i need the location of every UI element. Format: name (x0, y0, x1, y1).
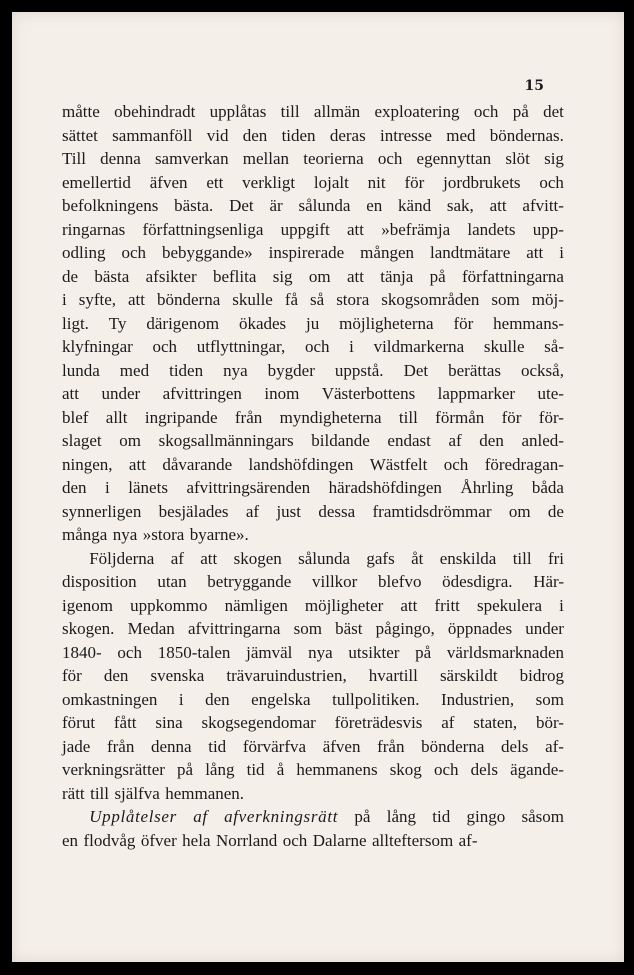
word: afvittringen (162, 384, 242, 403)
word: teorierna (303, 149, 364, 168)
word: Industrien, (440, 689, 515, 709)
word: vildmarkerna (373, 337, 465, 356)
word: ett (206, 172, 224, 192)
word: ningen, (62, 454, 113, 474)
word: upplåtas (209, 102, 267, 121)
word: ödesdigra. (442, 572, 513, 591)
word: den (62, 478, 87, 497)
word: igenom (62, 595, 113, 615)
word: hemmanen. (165, 783, 245, 803)
word: Ty (108, 313, 127, 333)
word: lång (386, 807, 416, 826)
word: Medan (127, 619, 175, 638)
word: stora (336, 290, 370, 309)
text-line (62, 782, 564, 806)
word: båda (531, 478, 564, 497)
text-line (62, 124, 564, 148)
word: nit (367, 172, 386, 192)
word: den (103, 666, 129, 685)
text-line (62, 523, 564, 547)
word: jordbrukets (443, 172, 521, 192)
word: sättet (62, 125, 98, 145)
word: att (128, 454, 146, 474)
word: ute- (537, 384, 564, 403)
word: möj- (531, 290, 564, 309)
word: landets (467, 219, 516, 239)
text-line (62, 547, 564, 571)
book-page (12, 12, 624, 962)
word: endast (387, 431, 431, 450)
word: klyfningar (62, 337, 133, 356)
word: åt (411, 548, 424, 568)
word: därigenom (146, 313, 220, 333)
word: i (62, 290, 67, 309)
word: på (415, 642, 432, 662)
word: sina (155, 713, 183, 732)
word: vid (206, 125, 229, 145)
text-line (62, 241, 564, 265)
word: till (280, 102, 300, 121)
word: tid (208, 736, 227, 756)
word: få (284, 290, 299, 309)
word: utsikter (348, 642, 400, 662)
word: själfva (114, 783, 160, 803)
word: hemmans- (493, 313, 564, 333)
word: af (448, 431, 462, 450)
word: enskilda (439, 548, 497, 568)
word: äfven (149, 172, 188, 192)
word: af- (545, 736, 564, 756)
word: och (443, 454, 469, 474)
text-line (62, 100, 564, 124)
word: gingo (466, 807, 506, 826)
word: lång (205, 760, 235, 779)
word: skogen (233, 548, 282, 568)
word: från (234, 407, 263, 427)
text-line (62, 218, 564, 242)
word: pågingo, (375, 619, 435, 638)
text-line (62, 171, 564, 195)
text-line (62, 406, 564, 430)
word: den (242, 125, 268, 145)
word: också, (521, 360, 564, 380)
word: mellan (242, 149, 290, 168)
word: dels (470, 760, 498, 779)
text-line (62, 312, 564, 336)
word: skogsegendomar (201, 713, 316, 732)
word: befolkningens (62, 196, 159, 215)
word: författningsenliga (142, 219, 264, 239)
word: Upplåtelser (89, 807, 177, 826)
word: Till (62, 149, 86, 168)
word: med (119, 360, 150, 380)
word: Västerbottens (321, 384, 416, 403)
text-line (62, 453, 564, 477)
body-text (62, 100, 564, 852)
word: som (491, 290, 520, 309)
word: mången (360, 243, 414, 262)
text-line (62, 664, 564, 688)
word: äfven (322, 736, 361, 756)
text-line (62, 711, 564, 735)
word: för (501, 407, 522, 427)
word: skogsområden (381, 290, 480, 309)
text-line (62, 570, 564, 594)
word: och (304, 337, 330, 356)
word: möjligheterna (339, 313, 434, 333)
word: bör- (535, 713, 564, 732)
word: bebyggande» (162, 243, 253, 262)
word: beflita (212, 266, 257, 286)
text-line (62, 382, 564, 406)
word: uppstå. (334, 360, 384, 380)
word: från (106, 736, 135, 756)
word: och (121, 243, 146, 262)
word: så- (544, 337, 564, 356)
word: ligt. (62, 313, 89, 333)
word: afverkningsrätt (224, 807, 339, 826)
word: blefvo (378, 572, 422, 591)
word: i (105, 478, 110, 497)
word: byarne». (189, 525, 249, 544)
word: som (293, 619, 322, 638)
word: just (276, 501, 301, 521)
word: hvartill (368, 666, 418, 685)
word: lappmarker (437, 384, 516, 403)
word: tiden (281, 125, 316, 145)
word: ägande- (510, 760, 564, 779)
word: intresse (380, 125, 432, 145)
word: att (526, 243, 544, 262)
word: synnerligen (62, 501, 142, 521)
word: Norrland (215, 830, 278, 850)
word: deras (329, 125, 366, 145)
text-line (62, 476, 564, 500)
word: skulle (483, 337, 525, 356)
word: att (62, 384, 79, 403)
text-line (62, 429, 564, 453)
word: »befrämja (381, 219, 451, 239)
word: och (539, 172, 564, 192)
word: betryggande (207, 572, 292, 591)
word: å (276, 760, 285, 779)
word: allt (105, 407, 128, 427)
word: tiden (169, 360, 204, 380)
word: att (346, 219, 364, 239)
word: afvittringsärenden (186, 478, 311, 497)
word: Det (403, 360, 429, 380)
word: af- (458, 830, 478, 850)
word: sålunda (298, 548, 351, 568)
word: odling (62, 243, 106, 262)
word: villkor (312, 572, 358, 591)
word: att (200, 548, 218, 568)
word: sig (272, 266, 293, 286)
word: framtidsdrömmar (372, 501, 492, 521)
text-line (62, 617, 564, 641)
word: ju (306, 313, 320, 333)
word: det (543, 102, 564, 121)
word: ökades (238, 313, 287, 333)
word: besjälades (158, 501, 229, 521)
word: nya (223, 360, 248, 380)
word: tid (432, 807, 451, 826)
word: hela (182, 830, 211, 850)
word: blef (62, 407, 89, 427)
word: skogen. (62, 619, 115, 638)
text-line (62, 641, 564, 665)
word: svenska (150, 666, 205, 685)
word: måtte (62, 102, 100, 121)
word: bönderna (421, 736, 485, 756)
word: känd (398, 196, 432, 215)
word: med (446, 125, 476, 145)
text-line (62, 335, 564, 359)
word: denna (150, 736, 192, 756)
scan-border (0, 963, 634, 975)
word: att (346, 266, 364, 286)
word: omkastningen (62, 689, 158, 709)
word: »stora (142, 525, 185, 544)
word: landtmätare (430, 243, 511, 262)
word: tänja (380, 266, 414, 286)
word: gafs (366, 548, 395, 568)
word: tullpolitiken. (332, 689, 420, 709)
word: slöt (505, 149, 530, 168)
word: till (90, 783, 109, 803)
word: under (525, 619, 564, 638)
word: för (62, 666, 82, 685)
text-line (62, 194, 564, 218)
word: utan (157, 572, 187, 591)
word: engelska (251, 689, 311, 709)
word: Följderna (89, 548, 155, 568)
page-number: 15 (524, 78, 544, 94)
word: är (269, 196, 283, 215)
word: exploatering (374, 102, 460, 121)
word: skog (389, 760, 422, 779)
word: Det (229, 196, 254, 215)
word: på (354, 807, 371, 826)
word: till (398, 407, 418, 427)
text-line (62, 758, 564, 782)
text-line (62, 265, 564, 289)
word: trävaruindustrien, (226, 666, 347, 685)
word: denna (100, 149, 141, 168)
word: inom (264, 384, 300, 403)
word: disposition (62, 572, 137, 591)
word: skogsallmänningars (158, 431, 294, 450)
word: slaget (62, 431, 102, 450)
word: inspirerade (268, 243, 345, 262)
word: afvittringarna (187, 619, 281, 638)
word: bästa (94, 266, 130, 286)
word: af (193, 807, 208, 826)
word: till (512, 548, 532, 568)
word: dåvarande (162, 454, 233, 474)
word: nya (112, 525, 138, 544)
word: rätt (62, 783, 85, 803)
word: bygder (267, 360, 315, 380)
word: såsom (521, 807, 564, 826)
word: under (101, 384, 141, 403)
word: förmån (435, 407, 485, 427)
word: samverkan (154, 149, 229, 168)
word: Wästfelt (369, 454, 428, 474)
word: dels (501, 736, 529, 756)
word: sammanföll (112, 125, 193, 145)
text-line (62, 805, 564, 829)
word: från (377, 736, 405, 756)
word: skulle (232, 290, 273, 309)
word: bönderna (156, 290, 221, 309)
word: emellertid (62, 172, 131, 192)
word: att (400, 595, 418, 615)
word: världsmarknaden (446, 642, 564, 662)
word: uppgift (280, 219, 330, 239)
word: verkningsrätter (62, 760, 165, 779)
word: berättas (448, 360, 501, 380)
word: 1850-talen (157, 642, 231, 662)
word: obehindradt (114, 102, 196, 121)
word: afsikter (145, 266, 197, 286)
word: ingripande (144, 407, 218, 427)
word: fått (113, 713, 137, 732)
word: i (349, 337, 354, 356)
word: böndernas. (489, 125, 564, 145)
word: allmän (313, 102, 361, 121)
word: i (559, 595, 564, 615)
word: särskildt (439, 666, 498, 685)
word: och (117, 642, 142, 662)
word: sak, (446, 196, 474, 215)
word: ringarnas (62, 219, 126, 239)
word: 1840- (62, 642, 102, 662)
word: möjligheter (304, 595, 384, 615)
word: bildande (311, 431, 370, 450)
word: af (245, 501, 260, 521)
word: lunda (62, 360, 100, 380)
word: fri (547, 548, 564, 568)
word: om (508, 501, 531, 521)
word: företrädesvis (334, 713, 423, 732)
word: om (308, 266, 331, 286)
word: Dalarne (312, 830, 367, 850)
word: dessa (318, 501, 356, 521)
text-line (62, 688, 564, 712)
word: så (310, 290, 325, 309)
word: syfte, (78, 290, 117, 309)
word: utflyttningar, (196, 337, 286, 356)
word: uppkommo (130, 595, 208, 615)
word: att (128, 290, 145, 309)
word: häradshöfdingen (328, 478, 442, 497)
word: på (429, 266, 446, 286)
word: spekulera (476, 595, 543, 615)
word: och (282, 830, 308, 850)
word: sig (544, 149, 564, 168)
word: i (178, 689, 184, 709)
word: för (404, 172, 425, 192)
word: den (205, 689, 230, 709)
text-line (62, 829, 564, 853)
word: och (377, 149, 403, 168)
word: jade (62, 736, 91, 756)
word: af (441, 713, 455, 732)
word: författningarna (462, 266, 564, 286)
word: bidrog (519, 666, 564, 685)
word: på (177, 760, 194, 779)
word: att (489, 196, 507, 215)
word: hemmanens (296, 760, 378, 779)
word: jämväl (246, 642, 293, 662)
text-line (62, 594, 564, 618)
word: staten, (473, 713, 518, 732)
word: bäst (335, 619, 363, 638)
word: Åhrling (460, 478, 514, 497)
text-line (62, 359, 564, 383)
word: myndigheterna (279, 407, 382, 427)
word: öppnades (447, 619, 513, 638)
text-line (62, 147, 564, 171)
word: nya (308, 642, 333, 662)
word: tid (246, 760, 265, 779)
word: och (433, 760, 459, 779)
word: en (366, 196, 383, 215)
word: föredragan- (484, 454, 564, 474)
word: på (512, 102, 529, 121)
word: de (62, 266, 79, 286)
word: en (62, 830, 79, 850)
word: fritt (434, 595, 460, 615)
word: nämligen (224, 595, 288, 615)
word: bästa. (174, 196, 214, 215)
text-line (62, 500, 564, 524)
word: och (152, 337, 178, 356)
word: de (547, 501, 564, 521)
word: och (473, 102, 499, 121)
word: sålunda (298, 196, 351, 215)
word: förvärfva (242, 736, 307, 756)
word: allteftersom (371, 830, 454, 850)
word: för (453, 313, 474, 333)
text-line (62, 735, 564, 759)
word: anled- (521, 431, 564, 450)
word: afvitt- (522, 196, 564, 215)
word: lojalt (313, 172, 349, 192)
word: af (170, 548, 184, 568)
word: för- (538, 407, 564, 427)
word: verkligt (242, 172, 296, 192)
word: egennyttan (416, 149, 492, 168)
word: länets (128, 478, 168, 497)
word: många (62, 525, 108, 544)
word: i (559, 243, 564, 262)
word: öfver (140, 830, 177, 850)
word: den (479, 431, 504, 450)
word: flodvåg (83, 830, 136, 850)
word: om (119, 431, 141, 450)
word: förut (62, 713, 96, 732)
word: Här- (533, 572, 564, 591)
text-line (62, 288, 564, 312)
word: som (535, 689, 564, 709)
word: upp- (532, 219, 564, 239)
word: landshöfdingen (248, 454, 354, 474)
